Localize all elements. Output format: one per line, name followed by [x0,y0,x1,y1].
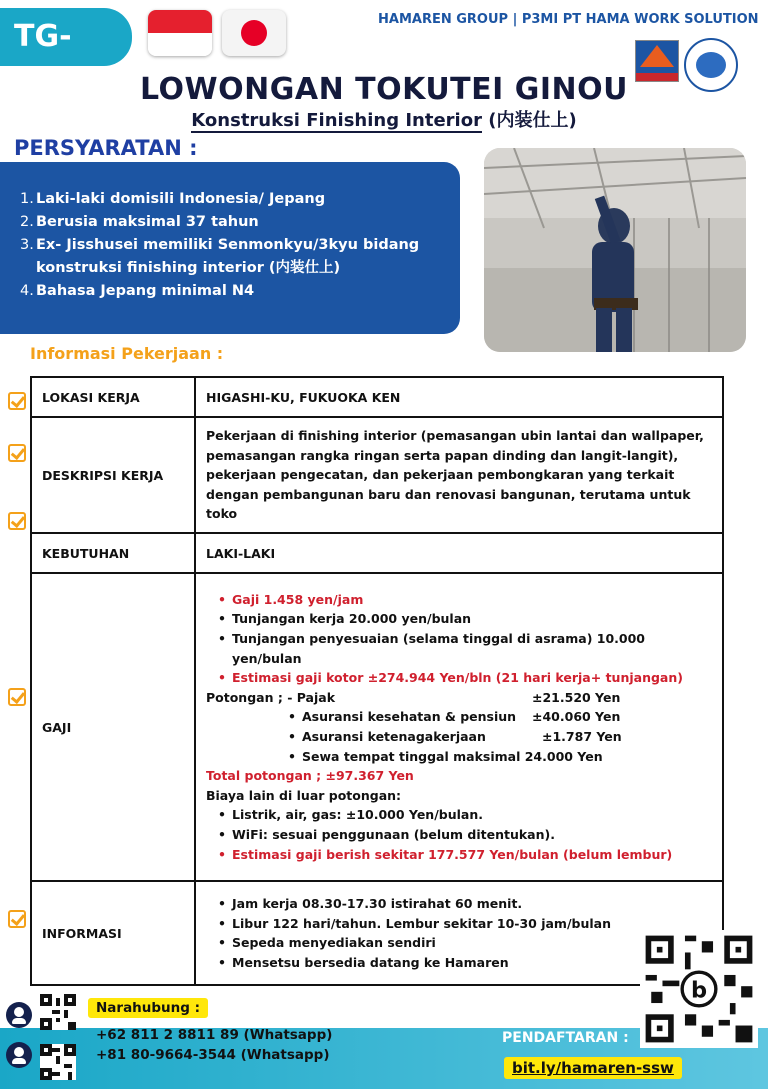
total-potongan: Total potongan ; ±97.367 Yen [206,768,414,784]
table-row [31,533,723,573]
estimasi-gaji-bersih: • Estimasi gaji berish sekitar 177.577 Yen/bulan (belum lembur) [206,845,712,865]
row-label-informasi: INFORMASI [31,881,195,985]
table-row [31,417,723,533]
estimasi-gaji-kotor: • Estimasi gaji kotor ±274.944 Yen/bln (21 hari kerja+ tunjangan) [206,668,712,688]
worker-photo [484,148,746,352]
biaya-wifi: • WiFi: sesuai penggunaan (belum ditentukan). [206,825,712,845]
row-label-gaji: GAJI [31,573,195,881]
indonesia-flag-icon [148,10,212,56]
requirement-number: 4. [20,283,34,299]
checkbox-icon [8,512,26,530]
biaya-listrik: • Listrik, air, gas: ±10.000 Yen/bulan. [206,805,712,825]
phone-number-2[interactable]: +81 80-9664-3544 (Whatsapp) [96,1047,330,1063]
sewa-tempat-tinggal: • Sewa tempat tinggal maksimal 24.000 Yen [206,747,712,767]
asuransi-kesehatan-value: ±40.060 Yen [532,709,621,725]
asuransi-kerja-label: Asuransi ketenagakerjaan [302,729,486,744]
gaji-pokok: • Gaji 1.458 yen/jam [206,590,712,610]
subtitle-jp: (内装仕上) [481,110,577,131]
requirement-item [20,234,456,280]
row-value-kebutuhan: LAKI-LAKI [195,533,723,573]
informasi-item: • Libur 122 hari/tahun. Lembur sekitar 10-30 jam/bulan [206,914,712,934]
requirements-list [20,188,456,303]
asuransi-ketenagakerjaan [206,727,712,747]
svg-text:b: b [690,977,708,1004]
pajak-value: ±21.520 Yen [532,689,621,705]
informasi-item: • Sepeda menyediakan sendiri [206,933,712,953]
asuransi-kesehatan [206,707,712,727]
asuransi-kesehatan-label: Asuransi kesehatan & pensiun [302,709,517,725]
table-row [31,377,723,417]
job-code-badge: TG-345 [0,8,132,66]
requirements-heading: PERSYARATAN : [14,136,198,160]
register-link[interactable]: bit.ly/hamaren-ssw [504,1057,682,1079]
row-value-deskripsi: Pekerjaan di finishing interior (pemasangan ubin lantai dan wallpaper, pemasangan rangka ringan serta papan dinding dan langit-langit), pekerjaan pengecatan, dan pekerjaan pembongkaran yang terkait dengan pembangunan baru dan renovasi bangunan, terutama untuk toko [195,417,723,533]
checkbox-icon [8,392,26,410]
potongan-pajak [206,688,712,708]
contact-person-icon [6,1042,32,1068]
tunjangan-penyesuaian: • Tunjangan penyesuaian (selama tinggal di asrama) 10.000 yen/bulan [206,629,712,668]
contact-label: Narahubung : [88,998,208,1018]
page-subtitle [0,106,768,132]
requirement-text: Laki-laki domisili Indonesia/ Jepang [36,191,326,207]
row-label-lokasi: LOKASI KERJA [31,377,195,417]
asuransi-kerja-value: ±1.787 Yen [542,729,622,744]
informasi-item: • Jam kerja 08.30-17.30 istirahat 60 menit. [206,894,712,914]
requirement-item [20,211,456,234]
whatsapp-qr-code-icon[interactable] [40,1044,76,1080]
phone-number-1[interactable]: +62 811 2 8811 89 (Whatsapp) [96,1027,333,1043]
requirement-number: 2. [20,214,34,230]
requirement-text: Berusia maksimal 37 tahun [36,214,259,230]
requirements-box [0,162,460,334]
requirement-text: Bahasa Jepang minimal N4 [36,283,255,299]
japan-flag-icon [222,10,286,56]
registration-qr-code-icon[interactable] [640,930,758,1048]
row-label-kebutuhan: KEBUTUHAN [31,533,195,573]
checkbox-icon [8,444,26,462]
company-name: HAMAREN GROUP | P3MI PT HAMA WORK SOLUTION [378,12,759,27]
job-info-table [30,376,724,986]
requirement-number: 1. [20,191,34,207]
subtitle-main: Konstruksi Finishing Interior [191,110,482,131]
page-title: LOWONGAN TOKUTEI GINOU [139,72,628,107]
register-label: PENDAFTARAN : [502,1030,629,1046]
row-value-lokasi: HIGASHI-KU, FUKUOKA KEN [195,377,723,417]
informasi-item: • Mensetsu bersedia datang ke Hamaren [206,953,712,973]
contact-person-icon [6,1002,32,1028]
row-label-deskripsi: DESKRIPSI KERJA [31,417,195,533]
tunjangan-kerja: • Tunjangan kerja 20.000 yen/bulan [206,609,712,629]
requirement-item [20,188,456,211]
table-row [31,881,723,985]
row-value-gaji [195,573,723,881]
whatsapp-qr-code-icon[interactable] [40,994,76,1030]
checkbox-icon [8,910,26,928]
requirement-text: Ex- Jisshusei memiliki Senmonkyu/3kyu bidang konstruksi finishing interior (内装仕上) [36,237,420,276]
biaya-lain-heading: Biaya lain di luar potongan: [206,787,402,803]
job-info-heading: Informasi Pekerjaan : [30,344,224,363]
potongan-label: Potongan ; - Pajak [206,689,336,705]
requirement-number: 3. [20,237,34,253]
table-row [31,573,723,881]
checkbox-icon [8,688,26,706]
requirement-item [20,280,456,303]
